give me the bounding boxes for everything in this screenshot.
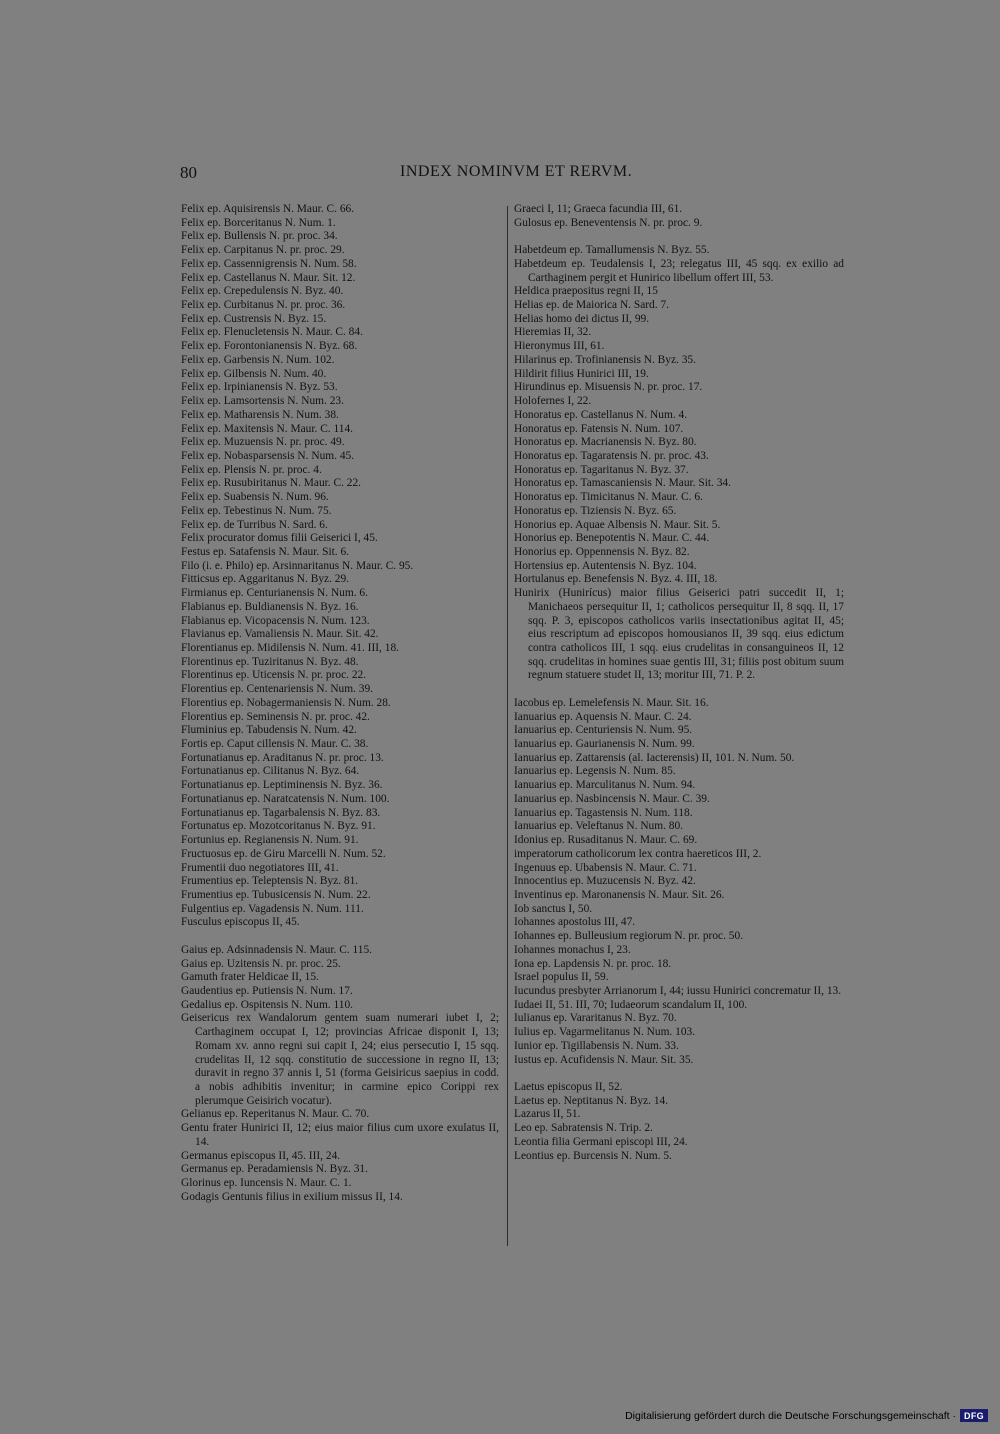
index-entry: Ingenuus ep. Ubabensis N. Maur. C. 71. — [514, 861, 697, 874]
index-entry: Ianuarius ep. Marculitanus N. Num. 94. — [514, 779, 696, 792]
index-entry: Felix ep. Crepedulensis N. Byz. 40. — [181, 285, 344, 298]
index-entry: Gulosus ep. Beneventensis N. pr. proc. 9. — [514, 216, 703, 229]
index-entry: Leontia filia Germani episcopi III, 24. — [514, 1135, 688, 1148]
index-entry: Fulgentius ep. Vagadensis N. Num. 111. — [181, 902, 364, 915]
index-entry: Felix ep. Garbensis N. Num. 102. — [181, 353, 335, 366]
dfg-logo: DFG — [960, 1409, 988, 1422]
index-entry: Gamuth frater Heldicae II, 15. — [181, 971, 319, 984]
index-entry: Honoratus ep. Castellanus N. Num. 4. — [514, 408, 688, 421]
index-entry: Felix ep. Castellanus N. Maur. Sit. 12. — [181, 271, 356, 284]
index-entry: Israel populus II, 59. — [514, 971, 609, 984]
index-entry: Iucundus presbyter Arrianorum I, 44; iussu Hunirici concrematur II, 13. — [514, 984, 842, 997]
index-entry: Glorinus ep. Iuncensis N. Maur. C. 1. — [181, 1177, 352, 1190]
index-entry: Felix ep. Maxitensis N. Maur. C. 114. — [181, 422, 354, 435]
index-entry: Felix ep. Cassennigrensis N. Num. 58. — [181, 257, 357, 270]
index-entry: Felix ep. Curbitanus N. pr. proc. 36. — [181, 299, 346, 312]
index-entry: Honoratus ep. Macrianensis N. Byz. 80. — [514, 436, 697, 449]
index-entry: Fortunatianus ep. Leptiminensis N. Byz. 36. — [181, 779, 383, 792]
index-entry: Felix ep. Rusubiritanus N. Maur. C. 22. — [181, 477, 362, 490]
index-entry: Hieronymus III, 61. — [514, 340, 605, 353]
index-entry: Ianuarius ep. Gaurianensis N. Num. 99. — [514, 738, 695, 751]
index-entry: Iulius ep. Vagarmelitanus N. Num. 103. — [514, 1026, 696, 1039]
index-entry: Hunirix (Hunirícus) maior filius Geiserici patri succedit II, 1; Manichaeos persequitur II, 1; catholicos persequitur II, 8 sqq. II, 17 sqq. P. 3, episcopos catholicos variis insectationibus agitat II, 45; eius rescriptum ad episcopos homousianos II, 39 sqq. eius edictum contra catholicos III, 1 sqq. eius crudelitas in consanguineos II, 12 sqq. crudelitas in homines suae gentis III, 31; filiis post obitum suum regnum statuere studet II, 13; moritur III, 71. P. 2. — [514, 587, 844, 682]
index-entry: Felix ep. Suabensis N. Num. 96. — [181, 491, 329, 504]
index-entry: Florentius ep. Nobagermaniensis N. Num. 28. — [181, 696, 391, 709]
index-entry: Firmianus ep. Centurianensis N. Num. 6. — [181, 587, 368, 600]
index-entry: Hilarinus ep. Trofinianensis N. Byz. 35. — [514, 353, 696, 366]
index-entry: Ianuarius ep. Legensis N. Num. 85. — [514, 765, 676, 778]
footer — [625, 1409, 988, 1422]
index-entry: Flabianus ep. Vicopacensis N. Num. 123. — [181, 614, 370, 627]
index-entry: Iob sanctus I, 50. — [514, 902, 593, 915]
section-gap — [514, 683, 844, 697]
index-entry: Honorius ep. Oppennensis N. Byz. 82. — [514, 545, 690, 558]
index-entry: Felix ep. Forontonianensis N. Byz. 68. — [181, 340, 358, 353]
index-entry: Felix ep. Aquisirensis N. Maur. C. 66. — [181, 203, 355, 215]
index-entry: Hortulanus ep. Benefensis N. Byz. 4. III, 18. — [514, 573, 718, 586]
index-entry: Hortensius ep. Autentensis N. Byz. 104. — [514, 559, 697, 572]
index-entry: Frumentius ep. Tubusicensis N. Num. 22. — [181, 888, 371, 901]
index-entry: Felix ep. Tebestinus N. Num. 75. — [181, 504, 332, 517]
index-entry: Laetus episcopus II, 52. — [514, 1081, 623, 1093]
index-entry: Habetdeum ep. Teudalensis I, 23; relegatus III, 45 sqq. ex exilio ad Carthaginem pergit et Hunirico libellum offert III, 53. — [514, 257, 844, 284]
index-entry: Florentinus ep. Uticensis N. pr. proc. 22. — [181, 669, 367, 682]
index-entry: Gaudentius ep. Putiensis N. Num. 17. — [181, 984, 353, 997]
index-entry: Helias homo dei dictus II, 99. — [514, 312, 650, 325]
index-entry: Leo ep. Sabratensis N. Trip. 2. — [514, 1122, 653, 1135]
index-entry: Inventinus ep. Maronanensis N. Maur. Sit. 26. — [514, 888, 725, 901]
index-entry: Flavianus ep. Vamaliensis N. Maur. Sit. 42. — [181, 628, 379, 641]
index-entry: Felix ep. Irpinianensis N. Byz. 53. — [181, 381, 338, 394]
section-gap — [514, 1067, 844, 1081]
index-entry: Iona ep. Lapdensis N. pr. proc. 18. — [514, 957, 672, 970]
index-entry: Hieremias II, 32. — [514, 326, 592, 339]
index-entry: Heldica praepositus regni II, 15 — [514, 285, 658, 298]
index-entry: imperatorum catholicorum lex contra haereticos III, 2. — [514, 847, 762, 860]
index-entry: Felix ep. Bullensis N. pr. proc. 34. — [181, 230, 338, 243]
index-entry: Felix ep. Plensis N. pr. proc. 4. — [181, 463, 322, 476]
index-entry: Felix ep. Nobasparsensis N. Num. 45. — [181, 449, 355, 462]
index-entry: Felix ep. Gilbensis N. Num. 40. — [181, 367, 327, 380]
index-entry: Florentianus ep. Midilensis N. Num. 41. III, 18. — [181, 642, 399, 654]
index-entry: Idonius ep. Rusaditanus N. Maur. C. 69. — [514, 834, 698, 847]
index-entry: Fusculus episcopus II, 45. — [181, 916, 300, 929]
index-entry: Florentius ep. Seminensis N. pr. proc. 42. — [181, 710, 370, 723]
index-entry: Fitticsus ep. Aggaritanus N. Byz. 29. — [181, 573, 350, 586]
index-entry: Gelianus ep. Reperitanus N. Maur. C. 70. — [181, 1108, 370, 1121]
index-entry: Felix ep. Custrensis N. Byz. 15. — [181, 312, 327, 325]
index-entry: Ianuarius ep. Tagastensis N. Num. 118. — [514, 806, 693, 819]
page-number: 80 — [180, 163, 197, 182]
index-entry: Hildirit filius Hunirici III, 19. — [514, 367, 649, 380]
index-entry: Fortunatianus ep. Naratcatensis N. Num. 100. — [181, 792, 390, 805]
index-column-left — [181, 203, 499, 1204]
index-entry: Ianuarius ep. Centuriensis N. Num. 95. — [514, 724, 693, 737]
index-entry: Gedalius ep. Ospitensis N. Num. 110. — [181, 998, 354, 1011]
index-entry: Honoratus ep. Tiziensis N. Byz. 65. — [514, 504, 677, 517]
index-entry: Filo (i. e. Philo) ep. Arsinnaritanus N. Maur. C. 95. — [181, 559, 414, 572]
index-entry: Ianuarius ep. Aquensis N. Maur. C. 24. — [514, 710, 692, 723]
index-entry: Iunior ep. Tigillabensis N. Num. 33. — [514, 1039, 679, 1052]
index-entry: Festus ep. Satafensis N. Maur. Sit. 6. — [181, 545, 350, 558]
index-entry: Gentu frater Hunirici II, 12; eius maior filius cum uxore exulatus II, 14. — [181, 1122, 499, 1148]
index-entry: Felix ep. Flenucletensis N. Maur. C. 84. — [181, 326, 363, 339]
index-entry: Felix ep. Carpitanus N. pr. proc. 29. — [181, 244, 345, 257]
index-entry: Ianuarius ep. Veleftanus N. Num. 80. — [514, 820, 684, 833]
index-entry: Honoratus ep. Tamascaniensis N. Maur. Sit. 34. — [514, 477, 731, 490]
section-gap — [181, 930, 499, 944]
index-entry: Fortunatianus ep. Cilitanus N. Byz. 64. — [181, 765, 360, 778]
index-entry: Hirundinus ep. Misuensis N. pr. proc. 17. — [514, 381, 703, 394]
index-entry: Germanus episcopus II, 45. III, 24. — [181, 1149, 341, 1162]
index-entry: Honoratus ep. Timicitanus N. Maur. C. 6. — [514, 491, 703, 504]
footer-text: Digitalisierung gefördert durch die Deutsche Forschungsgemeinschaft · — [625, 1409, 956, 1422]
index-entry: Flabianus ep. Buldianensis N. Byz. 16. — [181, 600, 359, 613]
index-entry: Lazarus II, 51. — [514, 1108, 581, 1121]
index-entry: Fortunatianus ep. Tagarbalensis N. Byz. 83. — [181, 806, 381, 819]
index-entry: Frumentius ep. Teleptensis N. Byz. 81. — [181, 875, 359, 888]
index-entry: Iudaei II, 51. III, 70; Iudaeorum scandalum II, 100. — [514, 998, 748, 1011]
index-entry: Honoratus ep. Fatensis N. Num. 107. — [514, 422, 684, 435]
index-entry: Gaius ep. Uzitensis N. pr. proc. 25. — [181, 957, 341, 970]
index-entry: Fortis ep. Caput cillensis N. Maur. C. 38. — [181, 738, 369, 751]
index-entry: Felix ep. Borceritanus N. Num. 1. — [181, 216, 336, 229]
index-entry: Iacobus ep. Lemelefensis N. Maur. Sit. 16. — [514, 696, 709, 709]
index-entry: Iohannes ep. Bulleusium regiorum N. pr. proc. 50. — [514, 930, 744, 943]
index-entry: Felix ep. Matharensis N. Num. 38. — [181, 408, 339, 421]
index-entry: Felix ep. Lamsortensis N. Num. 23. — [181, 395, 344, 408]
index-entry: Felix procurator domus filii Geiserici I, 45. — [181, 532, 378, 545]
index-entry: Germanus ep. Peradamiensis N. Byz. 31. — [181, 1163, 368, 1176]
section-gap — [514, 230, 844, 244]
index-column-right — [514, 203, 844, 1163]
index-entry: Fructuosus ep. de Giru Marcelli N. Num. 52. — [181, 847, 386, 860]
index-entry: Honoratus ep. Tagaritanus N. Byz. 37. — [514, 463, 689, 476]
column-divider — [507, 206, 508, 1246]
index-entry: Innocentius ep. Muzucensis N. Byz. 42. — [514, 875, 696, 888]
index-entry: Habetdeum ep. Tamallumensis N. Byz. 55. — [514, 244, 710, 257]
index-entry: Iulianus ep. Vararitanus N. Byz. 70. — [514, 1012, 677, 1025]
index-entry: Iohannes apostolus III, 47. — [514, 916, 636, 929]
index-entry: Godagis Gentunis filius in exilium missus II, 14. — [181, 1190, 403, 1203]
index-entry: Fluminius ep. Tabudensis N. Num. 42. — [181, 724, 357, 737]
index-entry: Florentius ep. Centenariensis N. Num. 39. — [181, 683, 374, 696]
index-entry: Gaius ep. Adsinnadensis N. Maur. C. 115. — [181, 943, 372, 956]
index-entry: Holofernes I, 22. — [514, 395, 592, 408]
index-entry: Honorius ep. Aquae Albensis N. Maur. Sit. 5. — [514, 518, 721, 531]
index-entry: Leontius ep. Burcensis N. Num. 5. — [514, 1149, 672, 1162]
index-entry: Iustus ep. Acufidensis N. Maur. Sit. 35. — [514, 1053, 694, 1066]
index-entry: Honorius ep. Benepotentis N. Maur. C. 44. — [514, 532, 710, 545]
index-entry: Fortunatus ep. Mozotcoritanus N. Byz. 91. — [181, 820, 376, 833]
index-entry: Ianuarius ep. Zattarensis (al. Iacterensis) II, 101. N. Num. 50. — [514, 751, 795, 764]
index-entry: Laetus ep. Neptitanus N. Byz. 14. — [514, 1094, 669, 1107]
index-entry: Felix ep. Muzuensis N. pr. proc. 49. — [181, 436, 345, 449]
index-entry: Fortunatianus ep. Araditanus N. pr. proc. 13. — [181, 751, 384, 764]
index-entry: Helias ep. de Maiorica N. Sard. 7. — [514, 299, 669, 312]
index-entry: Honoratus ep. Tagaratensis N. pr. proc. 43. — [514, 449, 709, 462]
index-entry: Felix ep. de Turribus N. Sard. 6. — [181, 518, 328, 531]
index-entry: Iohannes monachus I, 23. — [514, 943, 631, 956]
index-entry: Ianuarius ep. Nasbincensis N. Maur. C. 39. — [514, 792, 710, 805]
page-title: INDEX NOMINVM ET RERVM. — [400, 163, 633, 180]
index-entry: Frumentii duo negotiatores III, 41. — [181, 861, 339, 874]
index-entry: Fortunius ep. Regianensis N. Num. 91. — [181, 834, 359, 847]
index-entry: Geisericus rex Wandalorum gentem suam numerari iubet I, 2; Carthaginem occupat I, 12; provincias Africae disponit I, 13; Romam xv. anno regni sui capit I, 24; eius persecutio I, 15 sqq. crudelitas II, 12 sqq. constitutio de successione in regno II, 13; duravit in regno 37 annis I, 51 (forma Geisiricus saepius in codd. a nobis adhibitis invenitur; in carmine epico Corippi rex plerumque Geisirich vocatur). — [181, 1012, 499, 1107]
index-entry: Florentinus ep. Tuziritanus N. Byz. 48. — [181, 655, 359, 668]
index-entry: Graeci I, 11; Graeca facundia III, 61. — [514, 203, 683, 215]
